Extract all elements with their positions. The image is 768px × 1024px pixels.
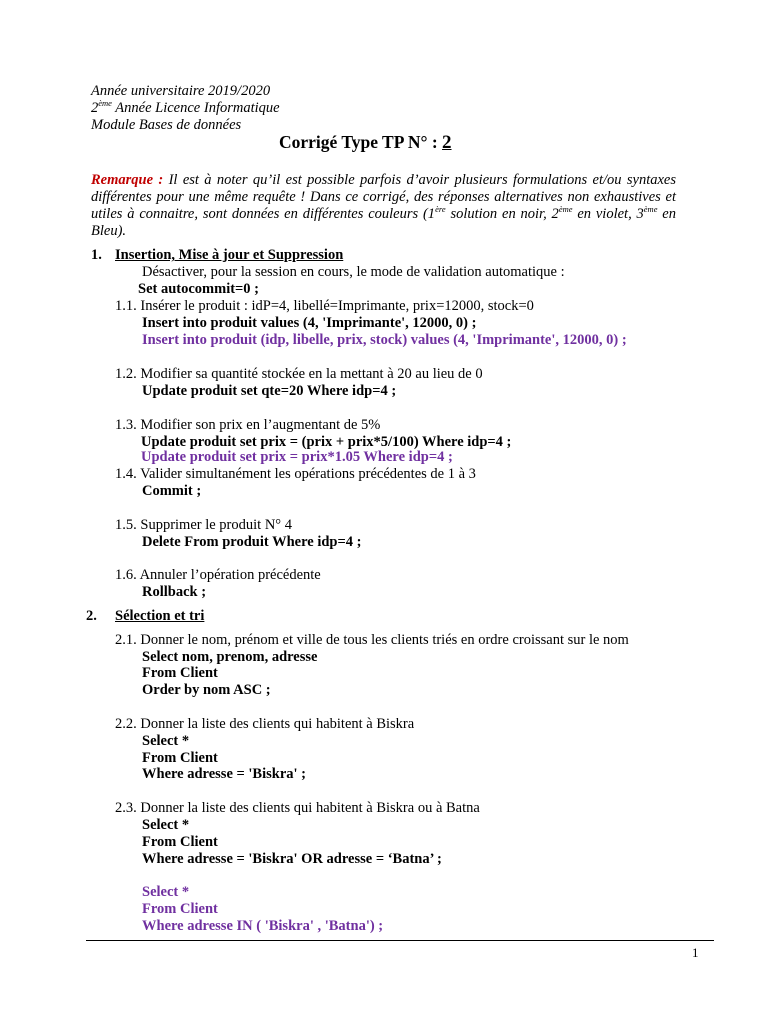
sql-insert-2-alt: Insert into produit (idp, libelle, prix, stock) values (4, 'Imprimante', 12000, 0) ; [142,332,627,348]
study-level: 2ème Année Licence Informatique [91,98,280,116]
page-number: 1 [692,945,699,960]
sql-2-2-line: Where adresse = 'Biskra' ; [142,766,306,782]
sql-2-3-line: Where adresse = 'Biskra' OR adresse = ‘Batna’ ; [142,851,442,867]
section-2-number: 2. [86,608,97,624]
sql-2-3-line: Select * [142,817,190,833]
sql-autocommit: Set autocommit=0 ; [138,281,260,297]
sql-delete: Delete From produit Where idp=4 ; [142,534,362,550]
question-2-3: 2.3. Donner la liste des clients qui habitent à Biskra ou à Batna [115,800,480,816]
question-1-4: 1.4. Valider simultanément les opérations précédentes de 1 à 3 [115,466,476,482]
question-1-3: 1.3. Modifier son prix en l’augmentant de 5% [115,417,381,433]
sql-insert-1: Insert into produit values (4, 'Imprimante', 12000, 0) ; [142,315,477,331]
sql-update-qte: Update produit set qte=20 Where idp=4 ; [142,383,397,399]
sql-update-prix-1: Update produit set prix = (prix + prix*5/100) Where idp=4 ; [141,434,512,450]
question-2-2: 2.2. Donner la liste des clients qui habitent à Biskra [115,716,415,732]
section-2-title: Sélection et tri [115,608,205,624]
question-2-1: 2.1. Donner le nom, prénom et ville de tous les clients triés en ordre croissant sur le nom [115,632,629,648]
section-1-title: Insertion, Mise à jour et Suppression [115,247,344,263]
question-1-1: 1.1. Insérer le produit : idP=4, libellé=Imprimante, prix=12000, stock=0 [115,298,534,314]
question-1-2: 1.2. Modifier sa quantité stockée en la mettant à 20 au lieu de 0 [115,366,483,382]
sql-2-3-alt-line: From Client [142,901,218,917]
section-1-intro: Désactiver, pour la session en cours, le mode de validation automatique : [142,264,565,280]
sql-2-1-line: Order by nom ASC ; [142,682,271,698]
sql-2-3-line: From Client [142,834,218,850]
question-1-5: 1.5. Supprimer le produit N° 4 [115,517,292,533]
remark-paragraph: Remarque : Il est à noter qu’il est possible parfois d’avoir plusieurs formulations et/ou syntaxes différentes pour une même requête ! Dans ce corrigé, des réponses alternatives non exhaustives et utiles à connaitre, sont données en différentes couleurs (1ère solution en noir, 2ème en violet, 3ème en Bleu). [91,172,677,239]
sql-2-3-alt-line: Select * [142,884,190,900]
module-name: Module Bases de données [91,117,242,133]
question-1-6: 1.6. Annuler l’opération précédente [115,567,321,583]
sql-update-prix-2-alt: Update produit set prix = prix*1.05 Where idp=4 ; [141,449,453,465]
section-1-number: 1. [91,247,102,263]
sql-commit: Commit ; [142,483,202,499]
page-title: Corrigé Type TP N° : 2 [279,132,452,153]
academic-year: Année universitaire 2019/2020 [91,83,271,99]
footer-divider [86,940,714,941]
sql-2-1-line: From Client [142,665,218,681]
sql-2-1-line: Select nom, prenom, adresse [142,649,318,665]
sql-2-2-line: From Client [142,750,218,766]
remark-label: Remarque : [91,172,164,188]
sql-rollback: Rollback ; [142,584,207,600]
sql-2-3-alt-line: Where adresse IN ( 'Biskra' , 'Batna') ; [142,918,384,934]
sql-2-2-line: Select * [142,733,190,749]
